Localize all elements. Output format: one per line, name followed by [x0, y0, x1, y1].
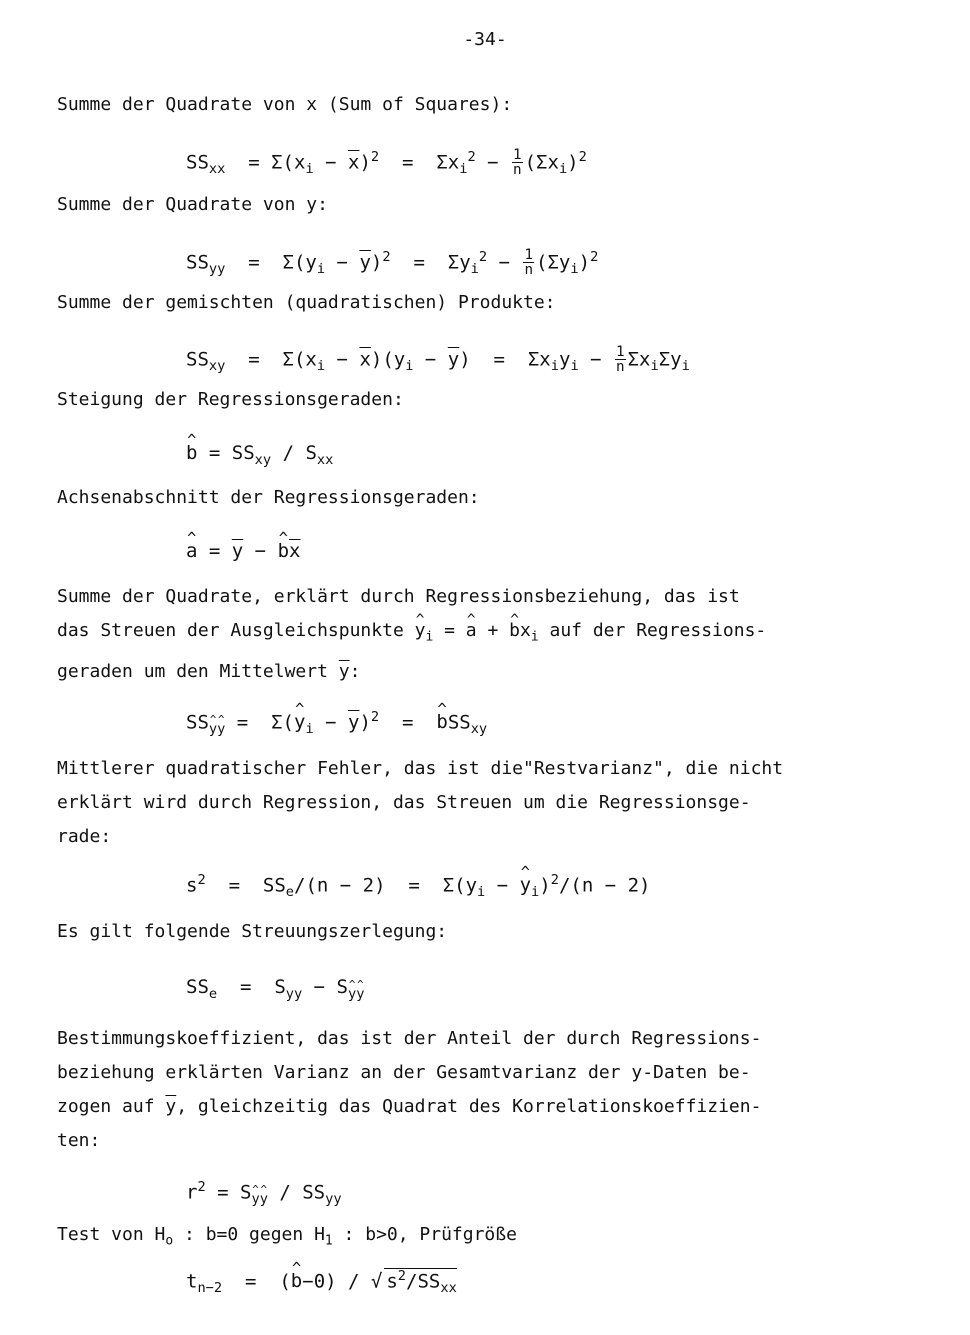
test-tail: : b>0, Prüfgröße	[332, 1224, 517, 1245]
para-line-2a: das Streuen der Ausgleichspunkte	[57, 620, 404, 641]
label-slope: Steigung der Regressionsgeraden:	[57, 389, 404, 410]
formula-ss-xx: $SS_{xx} = \Sigma(x_i - \overline{x})^2 = \Sigma x_i^2$ − $\frac{1}{n}$ $(\Sigma x_i)^2$	[186, 147, 587, 179]
test-h0-sub: o	[165, 1233, 174, 1249]
formula-ss-e: $SS_e = S_{yy}$ − S^ $_{y\^{} y}$	[186, 977, 364, 1003]
formula-test-statistic: $t_{n-2}$ = (^ b−0) / √ $s^2/SS_{xx}$	[186, 1268, 457, 1297]
formula-s-squared: $s^2 = SS_e/(n - 2) = \Sigma(y_i$ − ^ $y_i)^2/(n - 2)$	[186, 873, 650, 901]
test-mid: : b=0 gegen H	[173, 1224, 325, 1245]
test-statement	[57, 1225, 517, 1249]
para-line-2b: auf der Regressions-	[549, 620, 767, 641]
mse-line-3: rade:	[57, 826, 112, 847]
cod-line-3b: , gleichzeitig das Quadrat des Korrelationskoeffizien-	[176, 1096, 762, 1117]
formula-ss-yy: $SS_{yy} = \Sigma(y_i - \overline{y})^2 = \Sigma y_i^2$ − $\frac{1}{n}$ $(\Sigma y_i)^2$	[186, 247, 599, 279]
label-sum-of-squares-y: Summe der Quadrate von y:	[57, 194, 328, 215]
page-number: -34-	[463, 29, 507, 50]
formula-ss-xy: $SS_{xy} = \Sigma(x_i - \overline{x})(y_i - \overline{y}) = \Sigma x_iy_i$ − $\frac{1}{n}$ $\Sigma x_i\Sigma y_i$	[186, 344, 690, 376]
label-intercept: Achsenabschnitt der Regressionsgeraden:	[57, 487, 480, 508]
para-line-1: Summe der Quadrate, erklärt durch Regressionsbeziehung, das ist	[57, 586, 740, 607]
cod-line-4: ten:	[57, 1130, 101, 1151]
paragraph-ss-regression: Summe der Quadrate, erklärt durch Regressionsbeziehung, das ist das Streuen der Ausgleichspunkte ^ $y_i$ = ^ a + ^ $bx_i$ auf der Regressions- geraden um den Mittelwert $\overline{y}$:	[57, 580, 766, 689]
cod-line-1: Bestimmungskoeffizient, das ist der Anteil der durch Regressions-	[57, 1028, 762, 1049]
formula-ss-yhat: SS^ $_{y\^{} y}$ = Σ(^ $y_i - \overline{y})^2$ = ^ bSS$_{xy}$	[186, 710, 487, 738]
paragraph-mean-squared-error	[57, 752, 783, 854]
label-mixed-products: Summe der gemischten (quadratischen) Produkte:	[57, 292, 556, 313]
mse-line-1: Mittlerer quadratischer Fehler, das ist die"Restvarianz", die nicht	[57, 758, 784, 779]
label-sum-of-squares-x: Summe der Quadrate von x (Sum of Squares):	[57, 94, 513, 115]
mse-line-2: erklärt wird durch Regression, das Streuen um die Regressionsge-	[57, 792, 751, 813]
formula-r-squared: $r^2$ = S^ $_{y\^{} y} / SS_{yy}$	[186, 1180, 342, 1208]
cod-line-2: beziehung erklärten Varianz an der Gesamtvarianz der y-Daten be-	[57, 1062, 751, 1083]
test-h1-sub: 1	[324, 1233, 333, 1249]
para-line-3: geraden um den Mittelwert	[57, 660, 328, 682]
formula-intercept: ^ $a = \overline{y}$ − ^ $b\overline{x}$	[186, 541, 300, 563]
paragraph-coefficient-of-determination: Bestimmungskoeffizient, das ist der Anteil der durch Regressions- beziehung erklärten Varianz an der Gesamtvarianz der y-Daten be- zogen auf $\overline{y}$, gleichzeitig das Quadrat des Korrelationskoeffizien- ten:	[57, 1028, 762, 1151]
cod-line-3a: zogen auf	[57, 1096, 155, 1117]
formula-slope: ^ $b = SS_{xy} / S_{xx}$	[186, 443, 333, 469]
test-label: Test von H	[57, 1224, 166, 1245]
label-decomposition: Es gilt folgende Streuungszerlegung:	[57, 921, 448, 942]
